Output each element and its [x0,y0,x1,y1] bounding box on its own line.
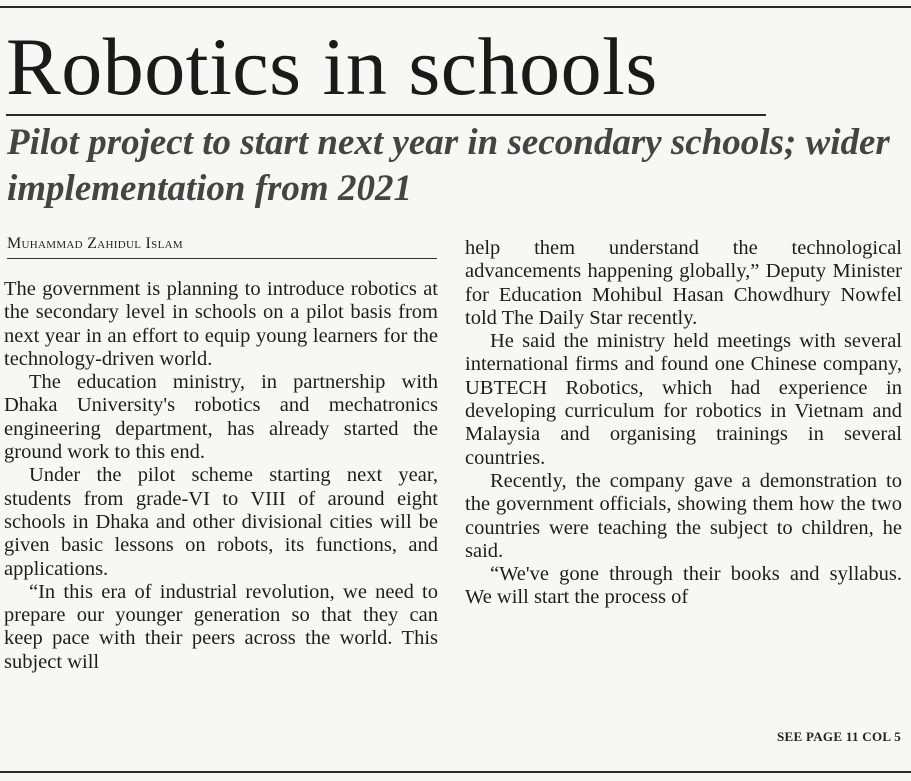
paragraph: Recently, the company gave a demonstration to the government officials, showing them how the two countries were teaching the subject to children, he said. [465,469,902,562]
continuation-note: SEE PAGE 11 COL 5 [776,729,901,744]
paragraph: He said the ministry held meetings with several international firms and found one Chinese company, UBTECH Robotics, which had experience in developing curriculum for robotics in Vietnam and Malaysia and organising trainings in several countries. [465,330,902,469]
headline-rule [6,114,766,116]
byline: Muhammad Zahidul Islam [7,234,437,259]
top-rule [0,6,911,8]
paragraph: “In this era of industrial revolution, we need to prepare our younger generation so that they can keep pace with their peers across the world. This subject will [4,580,438,673]
bottom-rule [0,771,911,773]
headline: Robotics in schools [6,21,658,112]
left-column [4,278,438,674]
right-column [465,237,902,610]
paragraph: The education ministry, in partnership with Dhaka University's robotics and mechatronics engineering department, has already started the ground work to this end. [4,371,438,464]
paragraph: Under the pilot scheme starting next year, students from grade-VI to VIII of around eight schools in Dhaka and other divisional cities will be given basic lessons on robots, its functions, and applications. [4,464,438,580]
paragraph: help them understand the technological advancements happening globally,” Deputy Minister for Education Mohibul Hasan Chowdhury Nowfel told The Daily Star recently. [465,237,902,329]
paragraph: “We've gone through their books and syllabus. We will start the process of [465,563,902,609]
paragraph: The government is planning to introduce robotics at the secondary level in schools on a pilot basis from next year in an effort to equip young learners for the technology-driven world. [4,278,438,370]
subheadline: Pilot project to start next year in secondary schools; wider implementation from 2021 [7,122,890,209]
